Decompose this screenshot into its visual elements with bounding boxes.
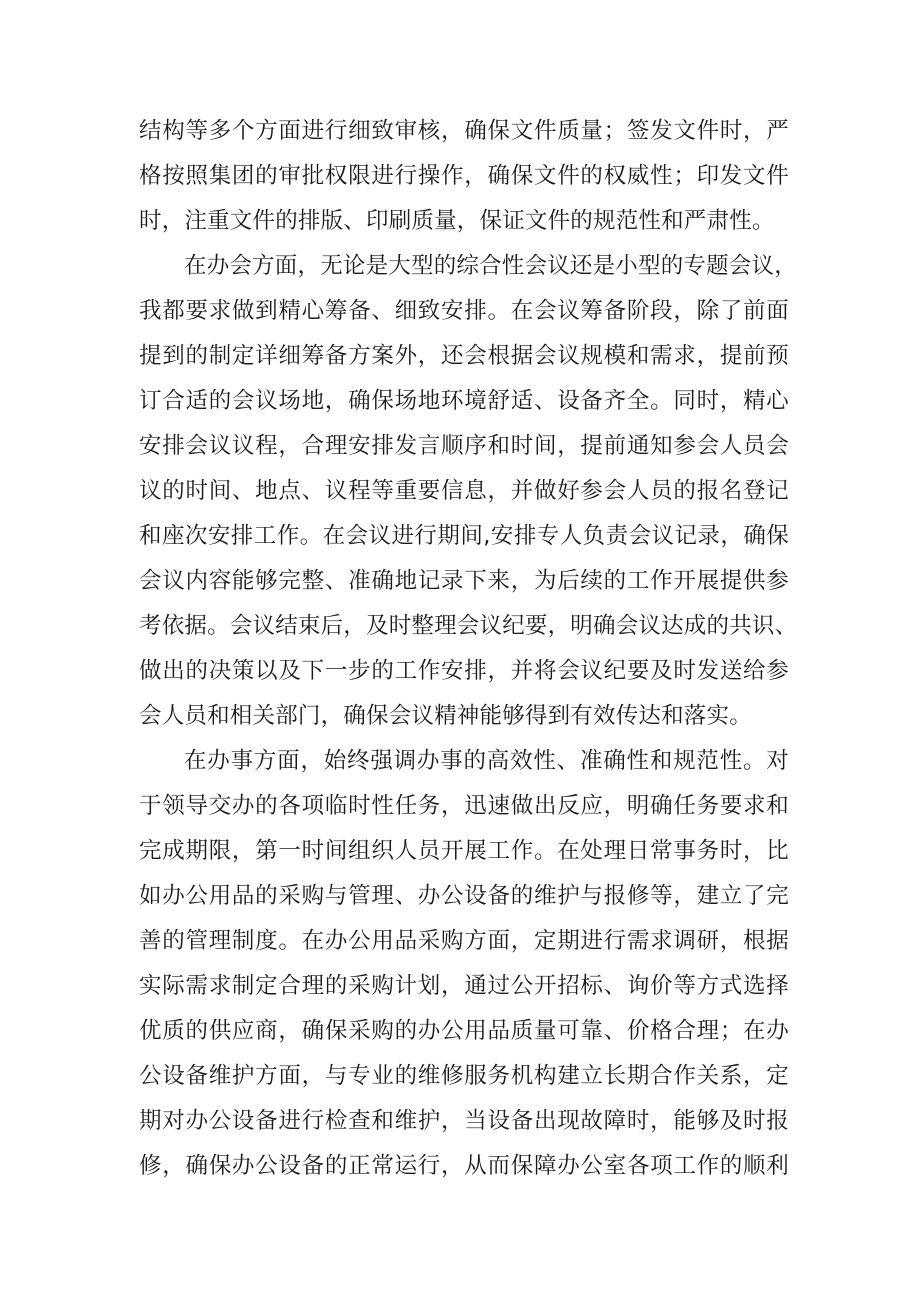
text-line: 如办公用品的采购与管理、办公设备的维护与报修等，建立了完 xyxy=(139,883,789,909)
text-line: 实际需求制定合理的采购计划，通过公开招标、询价等方式选择 xyxy=(139,973,789,999)
text-line: 议的时间、地点、议程等重要信息，并做好参会人员的报名登记 xyxy=(139,478,789,504)
text-line: 订合适的会议场地，确保场地环境舒适、设备齐全。同时，精心 xyxy=(139,388,789,414)
text-line: 会人员和相关部门，确保会议精神能够得到有效传达和落实。 xyxy=(139,703,752,729)
paragraph-first-line: 在办会方面，无论是大型的综合性会议还是小型的专题会议， xyxy=(184,253,797,279)
text-line: 格按照集团的审批权限进行操作，确保文件的权威性；印发文件 xyxy=(139,163,789,189)
paragraph-first-line: 在办事方面，始终强调办事的高效性、准确性和规范性。对 xyxy=(184,748,789,774)
text-line: 于领导交办的各项临时性任务，迅速做出反应，明确任务要求和 xyxy=(139,793,789,819)
text-line: 安排会议议程，合理安排发言顺序和时间，提前通知参会人员会 xyxy=(139,433,789,459)
text-line: 善的管理制度。在办公用品采购方面，定期进行需求调研，根据 xyxy=(139,928,789,954)
text-line: 我都要求做到精心筹备、细致安排。在会议筹备阶段，除了前面 xyxy=(139,298,789,324)
text-line: 公设备维护方面，与专业的维修服务机构建立长期合作关系，定 xyxy=(139,1063,789,1089)
text-line: 期对办公设备进行检查和维护，当设备出现故障时，能够及时报 xyxy=(139,1108,789,1134)
text-line: 提到的制定详细筹备方案外，还会根据会议规模和需求，提前预 xyxy=(139,343,789,369)
text-line: 优质的供应商，确保采购的办公用品质量可靠、价格合理；在办 xyxy=(139,1018,789,1044)
text-line: 和座次安排工作。在会议进行期间,安排专人负责会议记录，确保 xyxy=(139,523,789,549)
text-line: 会议内容能够完整、准确地记录下来，为后续的工作开展提供参 xyxy=(139,568,789,594)
text-line: 完成期限，第一时间组织人员开展工作。在处理日常事务时，比 xyxy=(139,838,789,864)
text-line: 时，注重文件的排版、印刷质量，保证文件的规范性和严肃性。 xyxy=(139,208,775,234)
text-line: 结构等多个方面进行细致审核，确保文件质量；签发文件时，严 xyxy=(139,118,789,144)
text-line: 做出的决策以及下一步的工作安排，并将会议纪要及时发送给参 xyxy=(139,658,789,684)
text-line: 修，确保办公设备的正常运行，从而保障办公室各项工作的顺利 xyxy=(139,1153,789,1179)
text-line: 考依据。会议结束后，及时整理会议纪要，明确会议达成的共识、 xyxy=(139,613,798,639)
